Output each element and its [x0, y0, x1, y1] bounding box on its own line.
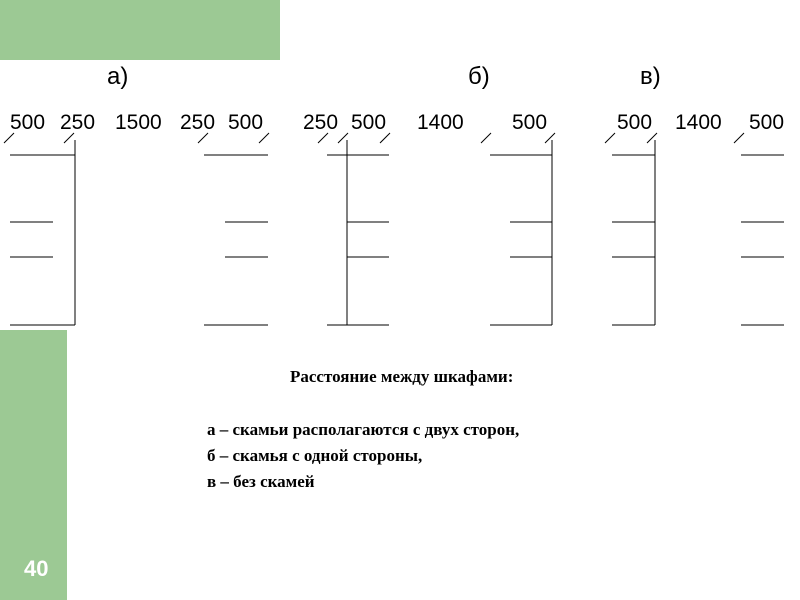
dimension-label: 250: [303, 111, 339, 134]
caption-line-a: а – скамьи располагаются с двух сторон,: [207, 420, 520, 439]
dimension-label: 250: [180, 111, 216, 134]
dimension-label: 250: [60, 111, 96, 134]
section-label-b: б): [468, 63, 490, 90]
plan-c: [612, 140, 784, 325]
caption-title: Расстояние между шкафами:: [290, 367, 514, 386]
dimension-label: 500: [617, 111, 653, 134]
dimension-label: 500: [512, 111, 548, 134]
dimension-label: 500: [228, 111, 264, 134]
dimension-label: 500: [749, 111, 785, 134]
section-label-c: в): [640, 63, 661, 90]
plan-b: [327, 140, 552, 325]
dimension-label: 500: [10, 111, 46, 134]
plan-a: [10, 140, 268, 325]
caption-line-b: б – скамья с одной стороны,: [207, 446, 423, 465]
page-number: 40: [24, 556, 49, 581]
dimension-ticks: [4, 133, 744, 143]
caption-line-c: в – без скамей: [207, 472, 315, 491]
dimension-label: 1400: [675, 111, 722, 134]
section-label-a: а): [107, 63, 129, 90]
dimension-label: 1500: [115, 111, 162, 134]
dimension-label: 1400: [417, 111, 464, 134]
dimension-label: 500: [351, 111, 387, 134]
